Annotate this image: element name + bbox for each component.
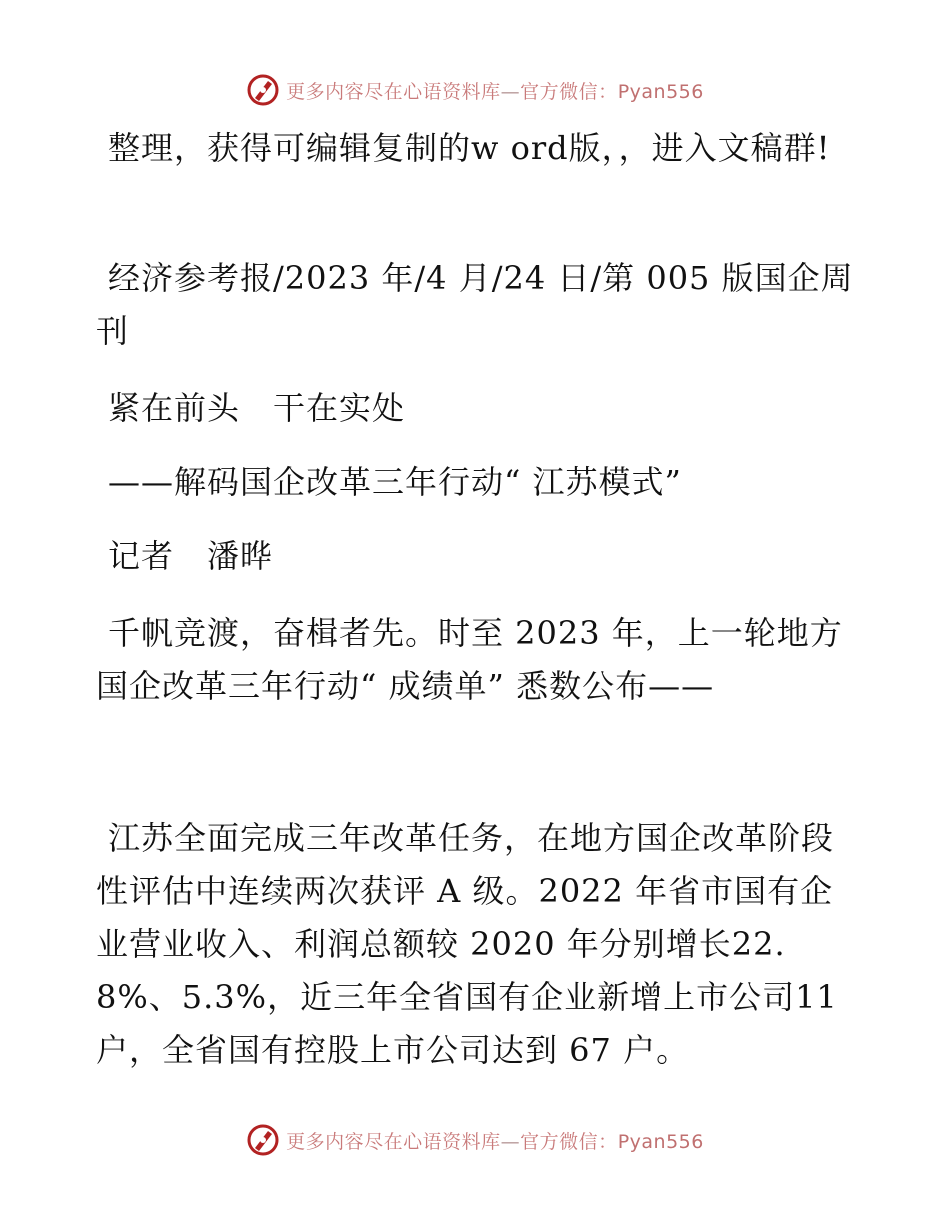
footer-watermark bbox=[0, 1120, 950, 1160]
pen-logo-icon bbox=[246, 73, 280, 107]
byline: 记者 潘晔 bbox=[108, 537, 274, 575]
watermark-text: 更多内容尽在心语资料库—官方微信：Pyan556 bbox=[286, 1130, 704, 1153]
article-subtitle: ——解码国企改革三年行动“ 江苏模式” bbox=[108, 463, 682, 501]
article-title: 紧在前头 干在实处 bbox=[108, 389, 406, 427]
body-paragraph: 江苏全面完成三年改革任务，在地方国企改革阶段性评估中连续两次获评 A 级。2022 年省市国有企业营业收入、利润总额较 2020 年分别增长22.8%、5.3%，近三年全省国有企业新增上市公司11 户，全省国有控股上市公司达到 67 户。 bbox=[96, 819, 838, 1069]
intro-note: 整理，获得可编辑复制的w ord版，，进入文稿群! bbox=[108, 129, 831, 167]
source-line: 经济参考报/2023 年/4 月/24 日/第 005 版国企周刊 bbox=[96, 259, 854, 350]
header-watermark bbox=[0, 70, 950, 110]
pen-logo-icon bbox=[246, 1123, 280, 1157]
lead-paragraph: 千帆竞渡，奋楫者先。时至 2023 年，上一轮地方国企改革三年行动“ 成绩单” 悉数公布—— bbox=[96, 614, 843, 705]
watermark-text: 更多内容尽在心语资料库—官方微信：Pyan556 bbox=[286, 80, 704, 103]
